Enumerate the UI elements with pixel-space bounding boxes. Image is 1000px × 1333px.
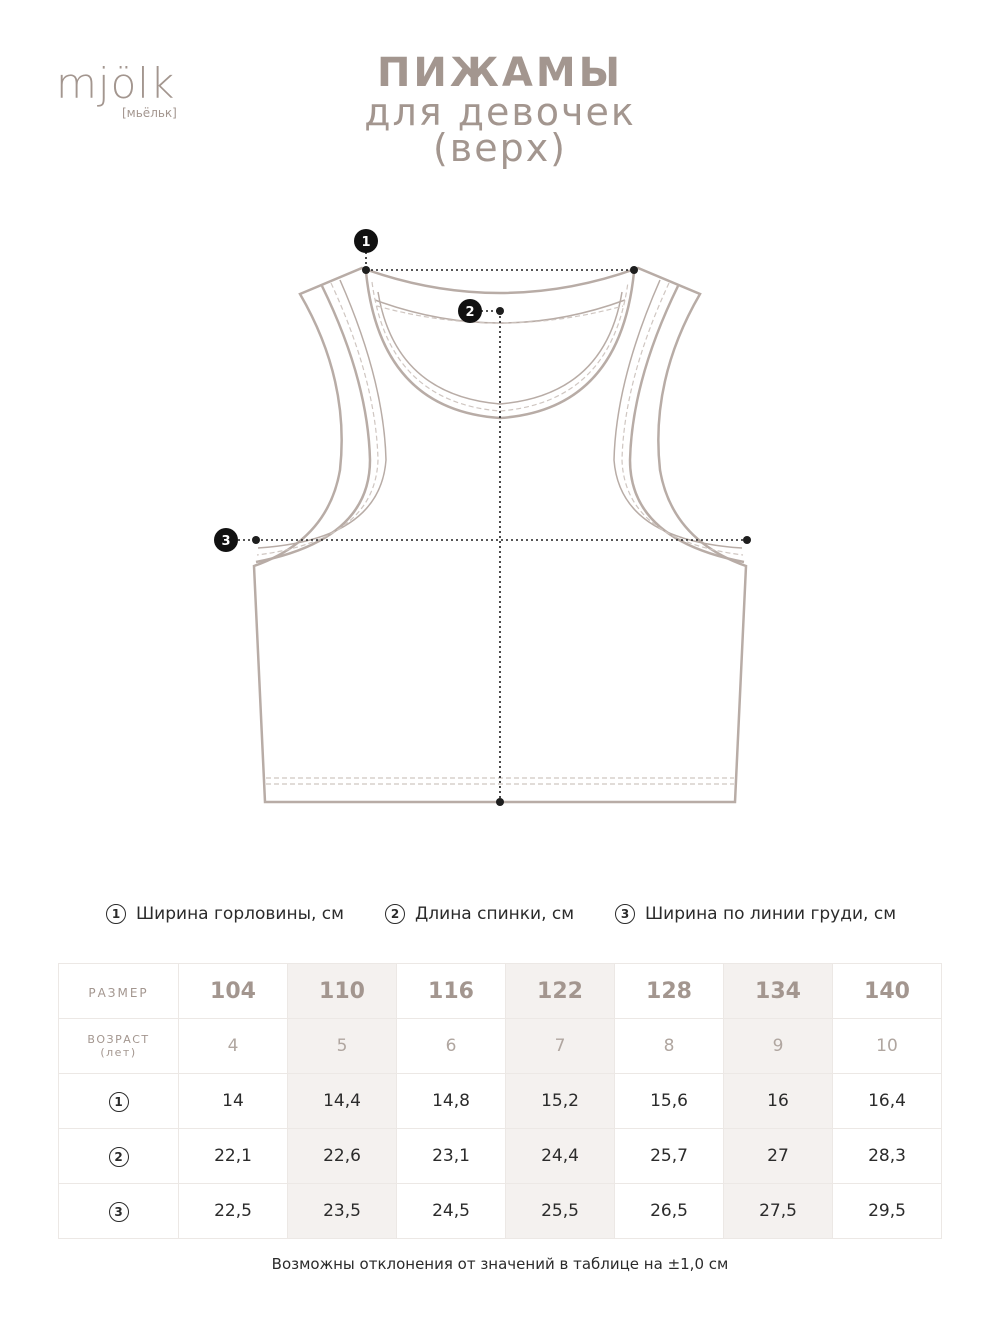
measurement-row-2 xyxy=(59,1129,942,1184)
legend-back-length xyxy=(385,904,574,924)
value-cell: 15,2 xyxy=(506,1074,615,1129)
size-cell: 128 xyxy=(615,964,724,1019)
size-cell: 110 xyxy=(288,964,397,1019)
size-row xyxy=(59,964,942,1019)
age-cell: 10 xyxy=(833,1019,942,1074)
legend-label: Длина спинки, см xyxy=(415,904,575,924)
value-cell: 25,5 xyxy=(506,1184,615,1239)
age-cell: 4 xyxy=(179,1019,288,1074)
value-cell: 22,6 xyxy=(288,1129,397,1184)
tolerance-note: Возможны отклонения от значений в таблице на ±1,0 см xyxy=(271,1255,729,1273)
page-title: ПИЖАМЫ xyxy=(376,50,624,96)
value-cell: 22,1 xyxy=(179,1129,288,1184)
svg-text:1: 1 xyxy=(361,235,371,250)
value-cell: 28,3 xyxy=(833,1129,942,1184)
age-cell: 8 xyxy=(615,1019,724,1074)
legend-number-1: 1 xyxy=(106,904,126,924)
value-cell: 29,5 xyxy=(833,1184,942,1239)
value-cell: 15,6 xyxy=(615,1074,724,1129)
page-subtitle-2: (верх) xyxy=(432,126,568,170)
row-marker: 1 xyxy=(59,1074,179,1129)
value-cell: 24,4 xyxy=(506,1129,615,1184)
legend-label: Ширина по линии груди, см xyxy=(645,904,897,924)
marker-3 xyxy=(214,528,238,552)
age-row xyxy=(59,1019,942,1074)
size-cell: 104 xyxy=(179,964,288,1019)
size-cell: 140 xyxy=(833,964,942,1019)
value-cell: 16 xyxy=(724,1074,833,1129)
value-cell: 27,5 xyxy=(724,1184,833,1239)
value-cell: 25,7 xyxy=(615,1129,724,1184)
value-cell: 16,4 xyxy=(833,1074,942,1129)
age-cell: 9 xyxy=(724,1019,833,1074)
svg-text:3: 3 xyxy=(221,534,231,549)
age-cell: 7 xyxy=(506,1019,615,1074)
age-cell: 6 xyxy=(397,1019,506,1074)
size-cell: 134 xyxy=(724,964,833,1019)
legend-label: Ширина горловины, см xyxy=(136,904,344,924)
legend-number-3: 3 xyxy=(615,904,635,924)
legend-chest-width xyxy=(615,904,896,924)
marker-1 xyxy=(354,229,378,253)
value-cell: 14,4 xyxy=(288,1074,397,1129)
logo-wordmark: mjölk xyxy=(56,59,176,108)
value-cell: 23,5 xyxy=(288,1184,397,1239)
value-cell: 26,5 xyxy=(615,1184,724,1239)
value-cell: 22,5 xyxy=(179,1184,288,1239)
logo-transcription: [мьёльк] xyxy=(122,106,177,120)
value-cell: 14 xyxy=(179,1074,288,1129)
measurement-row-3 xyxy=(59,1184,942,1239)
value-cell: 23,1 xyxy=(397,1129,506,1184)
row-marker: 2 xyxy=(59,1129,179,1184)
size-cell: 116 xyxy=(397,964,506,1019)
legend-number-2: 2 xyxy=(385,904,405,924)
value-cell: 24,5 xyxy=(397,1184,506,1239)
value-cell: 14,8 xyxy=(397,1074,506,1129)
value-cell: 27 xyxy=(724,1129,833,1184)
size-cell: 122 xyxy=(506,964,615,1019)
measurement-row-1 xyxy=(59,1074,942,1129)
page-subtitle: для девочек xyxy=(364,90,636,134)
age-row-label: ВОЗРАСТ (лет) xyxy=(59,1019,179,1074)
svg-text:2: 2 xyxy=(465,305,475,320)
age-cell: 5 xyxy=(288,1019,397,1074)
size-table xyxy=(58,963,942,1239)
row-marker: 3 xyxy=(59,1184,179,1239)
marker-2 xyxy=(458,299,482,323)
size-row-label: РАЗМЕР xyxy=(59,964,179,1019)
legend-neck-width xyxy=(106,904,344,924)
